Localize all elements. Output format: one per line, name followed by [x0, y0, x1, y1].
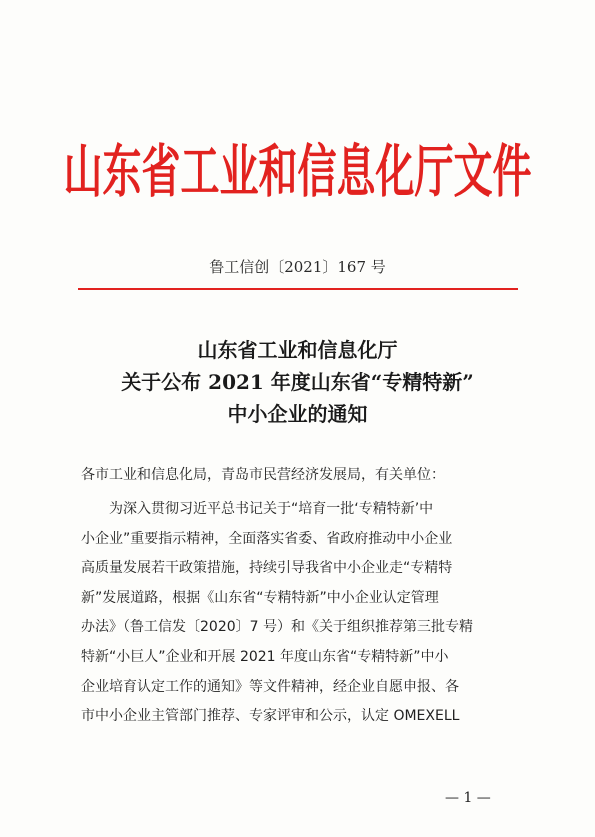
body-paragraph: [81, 495, 518, 732]
body-line: 市中小企业主管部门推荐、专家评审和公示，认定 OMEXELL: [81, 708, 460, 725]
body-line: 特新“小巨人”企业和开展 2021 年度山东省“专精特新”中小: [81, 648, 449, 665]
body-line: 小企业”重要指示精神，全面落实省委、省政府推动中小企业: [81, 530, 453, 547]
body-line: 为深入贯彻习近平总书记关于“培育一批‘专精特新’中: [109, 501, 434, 517]
notice-title-line-2: 关于公布 2021 年度山东省“专精特新”: [121, 370, 474, 394]
notice-title-line-3: 中小企业的通知: [227, 402, 368, 426]
notice-title-line-1: 山东省工业和信息化厅: [197, 338, 398, 362]
notice-title: [0, 334, 595, 430]
addressee-line: 各市工业和信息化局，青岛市民营经济发展局，有关单位：: [81, 467, 445, 483]
red-divider-rule: [78, 288, 518, 290]
body-line: 新”发展道路，根据《山东省“专精特新”中小企业认定管理: [81, 589, 439, 606]
masthead-title: 山东省工业和信息化厅文件: [63, 140, 532, 206]
body-line: 企业培育认定工作的通知》等文件精神，经企业自愿申报、各: [81, 678, 459, 695]
body-line: 高质量发展若干政策措施，持续引导我省中小企业走“专精特: [81, 560, 453, 577]
body-line: 办法》（鲁工信发〔2020〕7 号）和《关于组织推荐第三批专精: [81, 619, 473, 636]
document-number: 鲁工信创〔2021〕167 号: [209, 258, 386, 276]
page-number: — 1 —: [445, 790, 491, 806]
